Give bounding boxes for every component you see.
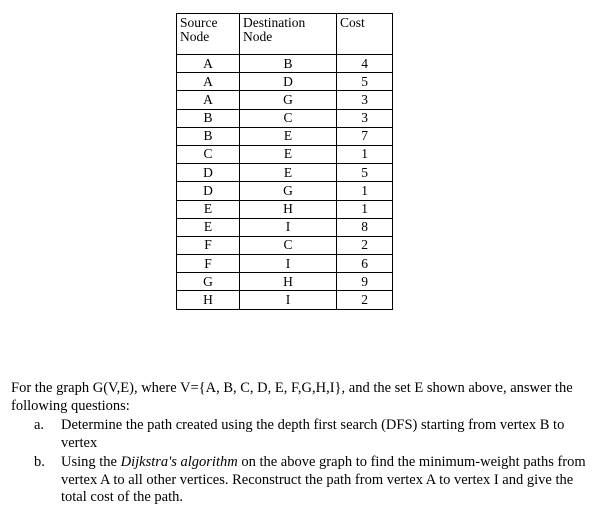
cost-cell: 1	[337, 200, 393, 218]
question-text-before: Using the	[61, 454, 121, 470]
destination-cell: G	[240, 91, 337, 109]
table-row	[177, 200, 393, 218]
source-cell: F	[177, 236, 240, 254]
source-cell: F	[177, 255, 240, 273]
destination-cell: H	[240, 200, 337, 218]
source-header-line1: Source	[180, 15, 218, 30]
source-cell: G	[177, 273, 240, 291]
question-item-b	[11, 454, 599, 507]
table-row	[177, 55, 393, 73]
cost-cell: 6	[337, 255, 393, 273]
destination-cell: G	[240, 182, 337, 200]
source-header-line2: Node	[180, 29, 210, 45]
cost-cell: 2	[337, 236, 393, 254]
question-list	[11, 417, 599, 507]
question-item-a	[11, 417, 599, 452]
table-row	[177, 91, 393, 109]
cost-cell: 7	[337, 127, 393, 145]
question-marker: a.	[34, 417, 45, 433]
cost-cell: 9	[337, 273, 393, 291]
destination-cell: I	[240, 291, 337, 309]
cost-cell: 3	[337, 109, 393, 127]
source-cell: H	[177, 291, 240, 309]
table-row	[177, 145, 393, 163]
destination-cell: B	[240, 55, 337, 73]
destination-cell: I	[240, 218, 337, 236]
cost-cell: 8	[337, 218, 393, 236]
source-cell: E	[177, 200, 240, 218]
source-cell: D	[177, 182, 240, 200]
cost-cell: 1	[337, 182, 393, 200]
destination-header-line1: Destination	[243, 15, 306, 30]
destination-cell: H	[240, 273, 337, 291]
cost-cell: 3	[337, 91, 393, 109]
cost-cell: 1	[337, 145, 393, 163]
table-row	[177, 273, 393, 291]
question-text-after: on the above graph to find the minimum-weight paths from vertex A to all other vertices. Reconstruct the path from vertex A to vertex I and give the total cost of the path.	[61, 454, 586, 505]
cost-cell: 4	[337, 55, 393, 73]
table-header-row	[177, 14, 393, 55]
table-row	[177, 255, 393, 273]
table-row	[177, 236, 393, 254]
destination-node-header	[240, 14, 337, 55]
table-row	[177, 218, 393, 236]
question-block	[11, 380, 599, 509]
destination-cell: I	[240, 255, 337, 273]
table-row	[177, 73, 393, 91]
source-node-header	[177, 14, 240, 55]
source-cell: E	[177, 218, 240, 236]
destination-header-line2: Node	[243, 29, 273, 45]
destination-cell: E	[240, 164, 337, 182]
source-cell: A	[177, 91, 240, 109]
source-cell: B	[177, 109, 240, 127]
source-cell: B	[177, 127, 240, 145]
table-row	[177, 291, 393, 309]
question-text: Determine the path created using the depth first search (DFS) starting from vertex B to vertex	[61, 417, 565, 451]
destination-cell: D	[240, 73, 337, 91]
table-row	[177, 164, 393, 182]
question-marker: b.	[34, 454, 45, 470]
edge-table	[176, 13, 393, 310]
destination-cell: C	[240, 109, 337, 127]
cost-cell: 2	[337, 291, 393, 309]
table-row	[177, 127, 393, 145]
cost-header: Cost	[337, 14, 393, 55]
source-cell: C	[177, 145, 240, 163]
destination-cell: E	[240, 145, 337, 163]
source-cell: A	[177, 73, 240, 91]
table-row	[177, 109, 393, 127]
source-cell: D	[177, 164, 240, 182]
cost-cell: 5	[337, 164, 393, 182]
destination-cell: C	[240, 236, 337, 254]
cost-cell: 5	[337, 73, 393, 91]
source-cell: A	[177, 55, 240, 73]
destination-cell: E	[240, 127, 337, 145]
dijkstra-emphasis: Dijkstra's algorithm	[120, 454, 238, 470]
question-intro: For the graph G(V,E), where V={A, B, C, D, E, F,G,H,I}, and the set E shown above, answer the following questions:	[11, 380, 573, 414]
table-row	[177, 182, 393, 200]
